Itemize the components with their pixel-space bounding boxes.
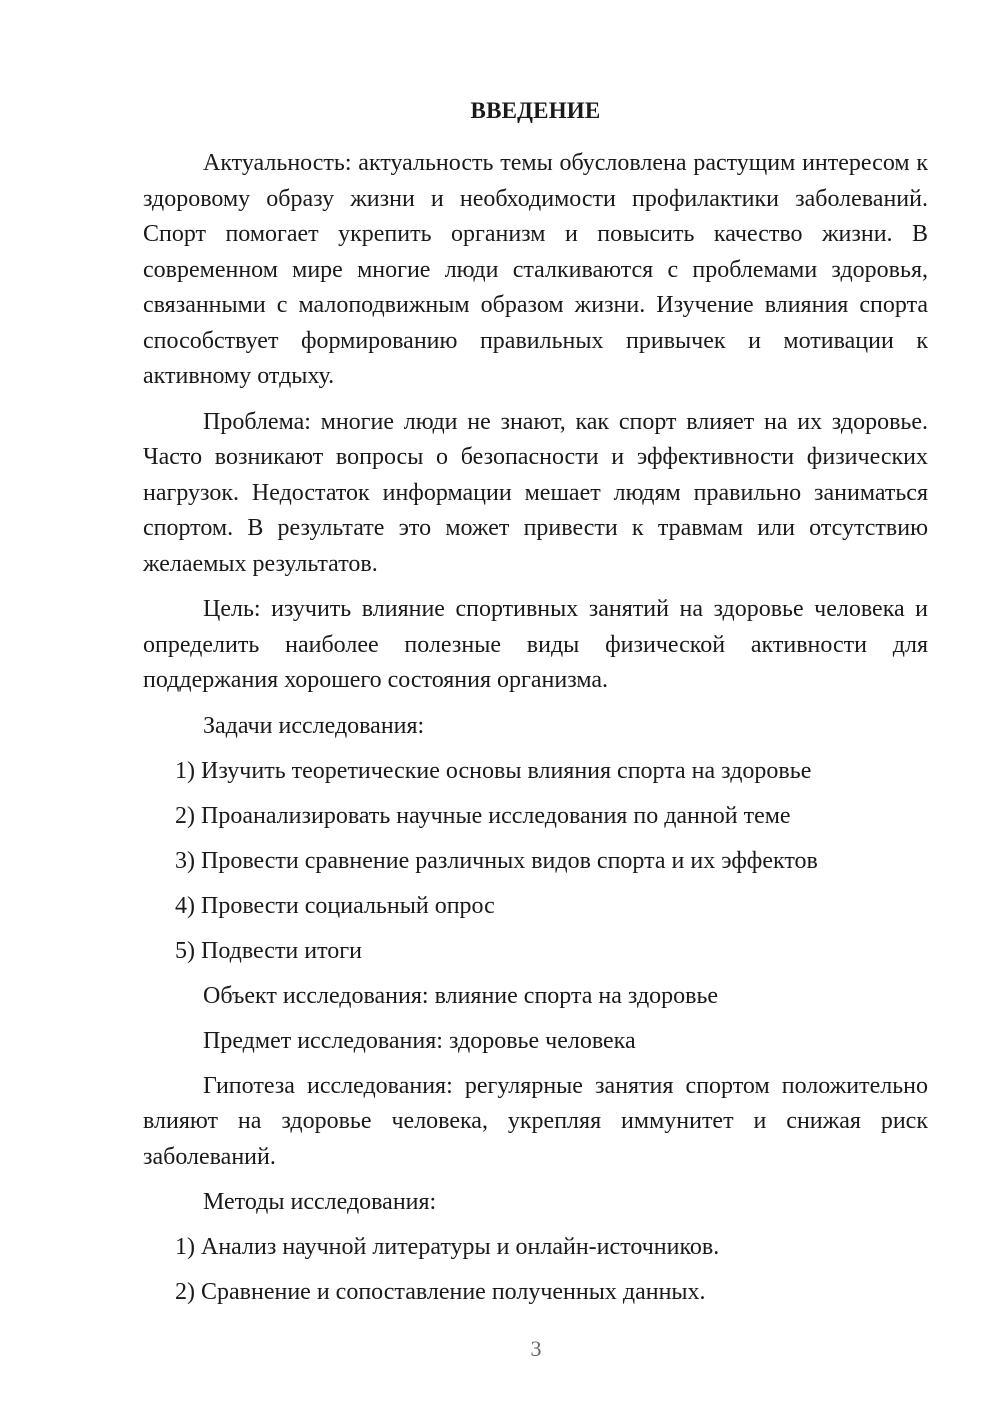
section-title: ВВЕДЕНИЕ	[470, 98, 601, 123]
tasks-heading: Задачи исследования:	[203, 712, 425, 739]
task-item: 3) Провести сравнение различных видов спорта и их эффектов	[175, 847, 818, 874]
methods-list	[143, 1230, 928, 1311]
tasks-list	[143, 754, 928, 970]
task-item: 1) Изучить теоретические основы влияния спорта на здоровье	[175, 757, 812, 784]
task-item: 2) Проанализировать научные исследования по данной теме	[175, 802, 791, 829]
task-item: 5) Подвести итоги	[175, 937, 362, 964]
research-object: Объект исследования: влияние спорта на здоровье	[203, 982, 719, 1009]
task-item: 4) Провести социальный опрос	[175, 892, 495, 919]
goal-paragraph: Цель: изучить влияние спортивных занятий на здоровье человека и определить наиболее полезные виды физической активности для поддержания хорошего состояния организма.	[143, 596, 928, 693]
page-number: 3	[530, 1336, 542, 1361]
page-content	[143, 96, 928, 1320]
method-item: 2) Сравнение и сопоставление полученных данных.	[175, 1279, 706, 1305]
method-item: 1) Анализ научной литературы и онлайн-источников.	[175, 1234, 720, 1260]
methods-heading: Методы исследования:	[203, 1189, 437, 1215]
research-subject: Предмет исследования: здоровье человека	[203, 1027, 636, 1054]
problem-paragraph: Проблема: многие люди не знают, как спорт влияет на их здоровье. Часто возникают вопросы о безопасности и эффективности физических нагрузок. Недостаток информации мешает людям правильно заниматься спортом. В результате это может привести к травмам или отсутствию желаемых результатов.	[143, 408, 928, 577]
hypothesis-paragraph: Гипотеза исследования: регулярные занятия спортом положительно влияют на здоровье человека, укрепляя иммунитет и снижая риск заболеваний.	[143, 1072, 928, 1170]
relevance-paragraph: Актуальность: актуальность темы обусловлена растущим интересом к здоровому образу жизни и необходимости профилактики заболеваний. Спорт помогает укрепить организм и повысить качество жизни. В современном мире многие люди сталкиваются с проблемами здоровья, связанными с малоподвижным образом жизни. Изучение влияния спорта способствует формированию правильных привычек и мотивации к активному отдыху.	[143, 150, 928, 389]
